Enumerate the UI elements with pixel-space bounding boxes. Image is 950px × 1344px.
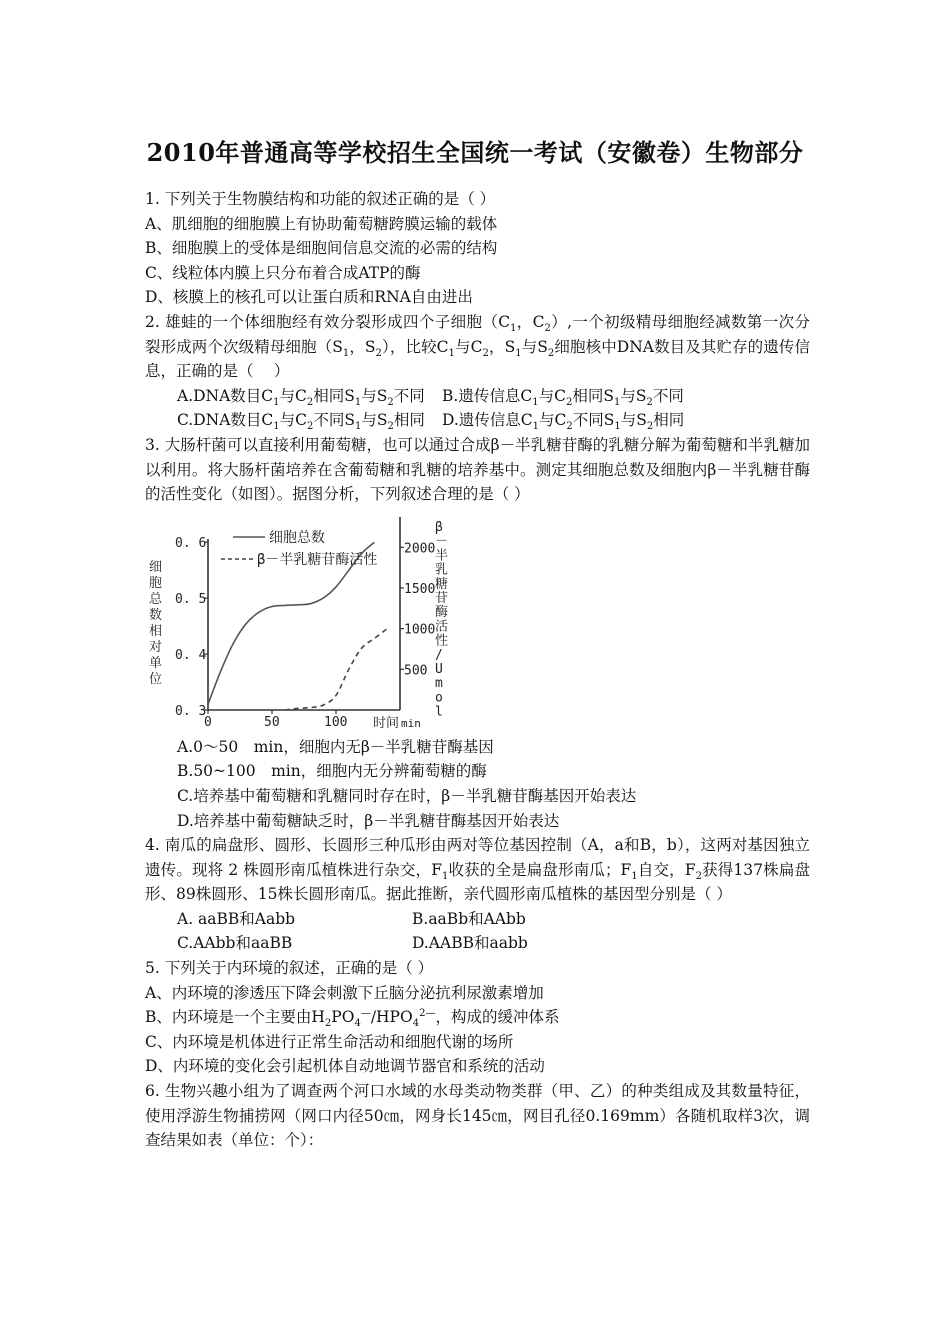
- q2-stem: 2. 雄蛙的一个体细胞经有效分裂形成四个子细胞（$C_1$，$C_2$）,一个初级精母细胞经减数第一次分裂形成两个次级精母细胞（$S_1$，$S_2$），比较$C_1$与$C_2$，$S_1$与$S_2$细胞核中DNA数目及其贮存的遗传信息，正确的是（ ）: [145, 312, 810, 381]
- q2-option-c: C.DNA数目$C_1$与$C_2$不同$S_1$与$S_2$相同: [177, 411, 425, 433]
- q2-options-row-2: [145, 408, 810, 433]
- x-tick-label: 100: [324, 714, 348, 730]
- q4-option-b: B.aaBb和AAbb: [412, 909, 526, 928]
- enzyme-activity-curve: [285, 628, 387, 709]
- y-tick-label: 0. 5: [175, 591, 207, 607]
- q4-stem: 4. 南瓜的扁盘形、圆形、长圆形三种瓜形由两对等位基因控制（A，a和B，b），这两对基因独立遗传。现将 2 株圆形南瓜植株进行杂交，$F_1$收获的全是扁盘形南瓜；$F_1$自交，$F_2$获得137株扁盘形、89株圆形、15株长圆形南瓜。据此推断，亲代圆形南瓜植株的基因型分别是（ ）: [145, 836, 810, 904]
- y2-tick-label: 1500: [404, 581, 436, 597]
- legend-enzyme-activity: β－半乳糖苷酶活性: [257, 551, 378, 568]
- y2-tick-label: 1000: [404, 622, 436, 638]
- q5-option-b: B、内环境是一个主要由$H_2PO_4^—/HPO_4^{2—}$，构成的缓冲体系: [145, 1008, 560, 1030]
- y2-tick-label: 2000: [404, 540, 436, 556]
- y-tick-label: 0. 4: [175, 647, 207, 663]
- q4-option-a: A. aaBB和Aabb: [177, 909, 296, 928]
- y-tick-label: 0. 6: [175, 535, 207, 551]
- q4-options-row-1: [145, 907, 810, 932]
- q3-option-d: D.培养基中葡萄糖缺乏时，β－半乳糖苷酶基因开始表达: [177, 811, 560, 830]
- q2-option-a: A.DNA数目$C_1$与$C_2$相同$S_1$与$S_2$不同: [177, 386, 425, 408]
- q5-option-c: C、内环境是机体进行正常生命活动和细胞代谢的场所: [145, 1032, 514, 1051]
- q3-option-a: A.0～50 min，细胞内无β－半乳糖苷酶基因: [177, 737, 494, 756]
- y2-axis-label: β －半乳糖苷酶活性/ U m o l: [435, 519, 449, 720]
- q1-option-a: A、肌细胞的细胞膜上有协助葡萄糖跨膜运输的载体: [145, 214, 498, 233]
- q5-stem: 5. 下列关于内环境的叙述，正确的是（ ）: [145, 959, 434, 978]
- q4-option-c: C.AAbb和aaBB: [177, 934, 293, 953]
- q2-option-d: D.遗传信息$C_1$与$C_2$不同$S_1$与$S_2$相同: [442, 411, 685, 433]
- q3-chart-svg: [145, 509, 449, 731]
- q3-chart: [145, 509, 449, 731]
- y-tick-label: 0. 3: [175, 703, 207, 719]
- page-title: 2010年普通高等学校招生全国统一考试（安徽卷）生物部分: [146, 138, 804, 167]
- q2-option-b: B.遗传信息$C_1$与$C_2$相同$S_1$与$S_2$不同: [442, 386, 684, 408]
- legend-cell-count: 细胞总数: [269, 529, 325, 546]
- q1-stem: 1. 下列关于生物膜结构和功能的叙述正确的是（ ）: [145, 190, 496, 208]
- q3-option-b: B.50~100 min，细胞内无分辨葡萄糖的酶: [177, 762, 487, 781]
- q1-option-d: D、核膜上的核孔可以让蛋白质和RNA自由进出: [145, 288, 473, 307]
- q2-options-row-1: [145, 384, 810, 409]
- exam-content: [145, 187, 810, 1153]
- x-tick-label: 50: [264, 714, 280, 730]
- q5-option-a: A、内环境的渗透压下降会刺激下丘脑分泌抗利尿激素增加: [145, 983, 544, 1002]
- q4-options-row-2: [145, 931, 810, 956]
- y2-tick-label: 500: [404, 663, 428, 679]
- x-axis-label: 时间 min: [373, 715, 421, 731]
- y-axis-label: 细胞总数相对单位: [149, 559, 163, 687]
- q3-option-c: C.培养基中葡萄糖和乳糖同时存在时，β－半乳糖苷酶基因开始表达: [177, 786, 637, 805]
- q1-option-b: B、细胞膜上的受体是细胞间信息交流的必需的结构: [145, 239, 498, 258]
- q4-option-d: D.AABB和aabb: [412, 934, 528, 953]
- q3-stem: 3. 大肠杆菌可以直接利用葡萄糖，也可以通过合成β－半乳糖苷酶的乳糖分解为葡萄糖和半乳糖加以利用。将大肠杆菌培养在含葡萄糖和乳糖的培养基中。测定其细胞总数及细胞内β－半乳糖苷酶的活性变化（如图）。据图分析，下列叙述合理的是（ ）: [145, 435, 810, 504]
- x-tick-label: 0: [204, 714, 212, 730]
- q1-option-c: C、线粒体内膜上只分布着合成ATP的酶: [145, 263, 421, 282]
- q6-stem: 6. 生物兴趣小组为了调查两个河口水域的水母类动物类群（甲、乙）的种类组成及其数量特征，使用浮游生物捕捞网（网口内径50㎝，网身长145㎝，网目孔径0.169mm）各随机取样3次，调查结果如表（单位：个）：: [145, 1082, 810, 1150]
- q5-option-d: D、内环境的变化会引起机体自动地调节器官和系统的活动: [145, 1057, 545, 1076]
